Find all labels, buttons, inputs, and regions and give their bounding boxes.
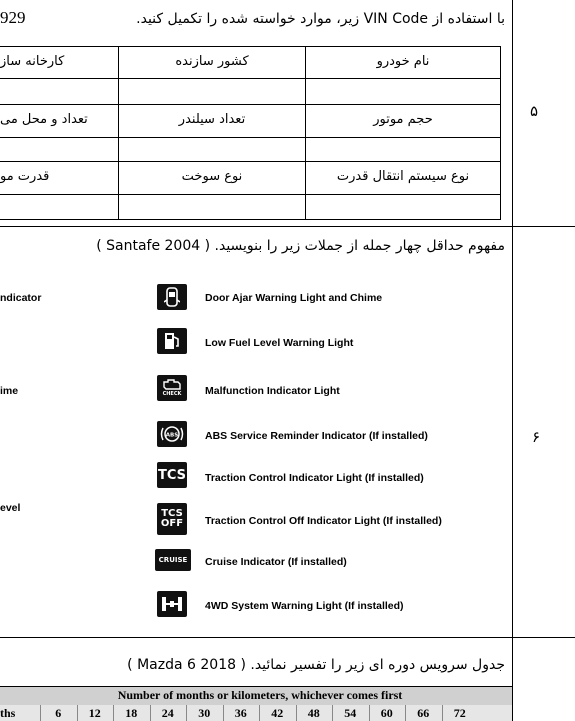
section-number: ۶ xyxy=(532,428,541,446)
indicator-label: Door Ajar Warning Light and Chime xyxy=(205,292,383,304)
check-engine-icon: CHECK xyxy=(157,375,187,401)
month-value: 66 xyxy=(417,706,430,720)
row-divider-5-6 xyxy=(0,226,575,227)
cell-divider xyxy=(405,705,406,721)
table-divider-right xyxy=(512,0,513,721)
table-cell: تعداد و محل می xyxy=(0,112,88,127)
cruise-icon: CRUISE xyxy=(155,549,191,571)
section-prompt: جدول سرویس دوره ای زیر را تفسیر نمائید. ( Mazda 6 2018 ) xyxy=(127,657,505,673)
indicator-label: Traction Control Indicator Light (If installed) xyxy=(205,472,424,484)
cell-divider xyxy=(77,705,78,721)
month-value: 48 xyxy=(307,706,320,720)
section-prompt: مفهوم حداقل چهار جمله از جملات زیر را بنویسید. ( Santafe 2004 ) xyxy=(96,238,505,254)
cell-divider xyxy=(296,705,297,721)
table-cell: کشور سازنده xyxy=(175,54,249,69)
tcs-icon: TCS xyxy=(157,462,187,488)
indicator-label: Cruise Indicator (If installed) xyxy=(205,556,347,568)
prompt-number: 929 xyxy=(0,8,26,27)
indicator-label: Traction Control Off Indicator Light (If installed) xyxy=(205,515,442,527)
indicator-label: Low Fuel Level Warning Light xyxy=(205,337,354,349)
month-value: 12 xyxy=(88,706,101,720)
table-cell: نام خودرو xyxy=(376,54,430,69)
table-cell: کارخانه ساز xyxy=(0,54,65,69)
table-cell: نوع سوخت xyxy=(181,169,243,184)
month-value: 6 xyxy=(55,706,62,720)
cell-divider xyxy=(259,705,260,721)
cell-divider xyxy=(332,705,333,721)
table-cell: قدرت مو xyxy=(0,169,50,184)
month-value: 30 xyxy=(198,706,211,720)
abs-icon xyxy=(157,421,187,447)
table-cell: حجم موتور xyxy=(373,112,433,127)
section-number: ۵ xyxy=(530,102,539,120)
table-cell: تعداد سیلندر xyxy=(178,112,246,127)
month-value: 42 xyxy=(271,706,284,720)
indicator-label: Malfunction Indicator Light xyxy=(205,385,340,397)
service-header-text: Number of months or kilometers, whichever comes first xyxy=(117,688,403,702)
cell-divider xyxy=(186,705,187,721)
low-fuel-icon xyxy=(157,328,187,354)
cell-divider xyxy=(223,705,224,721)
month-value: 60 xyxy=(380,706,393,720)
row-label: ths xyxy=(0,706,16,720)
month-value: 36 xyxy=(234,706,247,720)
indicator-label: 4WD System Warning Light (If installed) xyxy=(205,600,404,612)
table-cell: نوع سیستم انتقال قدرت xyxy=(336,169,470,184)
cell-divider xyxy=(150,705,151,721)
door-ajar-icon xyxy=(157,284,187,310)
month-value: 18 xyxy=(125,706,138,720)
section-prompt: با استفاده از VIN Code زیر، موارد خواسته شده را تکمیل کنید. xyxy=(136,11,505,27)
4wd-icon xyxy=(157,591,187,617)
month-value: 24 xyxy=(161,706,174,720)
cut-label: ime xyxy=(0,385,19,397)
cut-label: evel xyxy=(0,502,21,514)
cell-divider xyxy=(40,705,41,721)
cell-divider xyxy=(442,705,443,721)
tcs-off-icon: TCS OFF xyxy=(157,503,187,535)
month-value: 72 xyxy=(453,706,466,720)
svg-text:ABS: ABS xyxy=(165,432,179,439)
cell-divider xyxy=(369,705,370,721)
row-divider-6-7 xyxy=(0,637,575,638)
cell-divider xyxy=(113,705,114,721)
indicator-label: ABS Service Reminder Indicator (If installed) xyxy=(205,430,428,442)
cut-label: ndicator xyxy=(0,292,42,304)
month-value: 54 xyxy=(344,706,357,720)
